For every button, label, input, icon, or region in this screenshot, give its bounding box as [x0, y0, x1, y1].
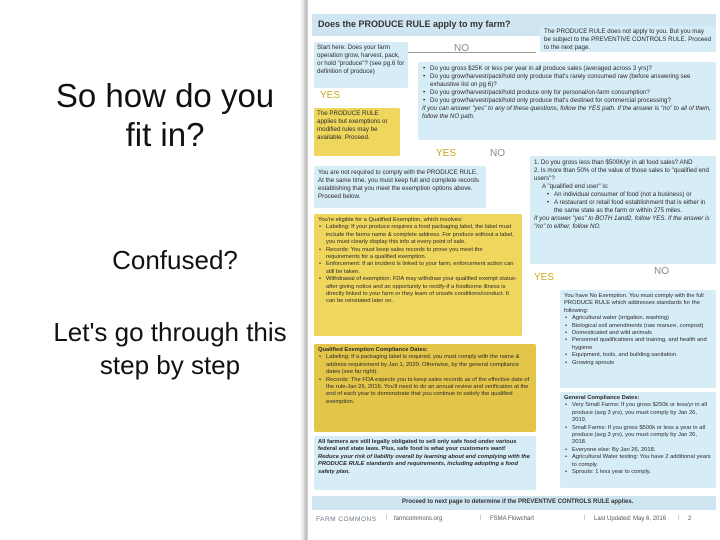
qualified-exemption-item: • Enforcement: If an incident is linked to your farm, enforcement action can still be taken. [318, 261, 518, 276]
question-1-list [422, 65, 712, 105]
flowchart-document [308, 0, 720, 540]
no-exemption-box [560, 290, 716, 388]
no-arrow-line [408, 52, 536, 53]
qualified-exemption-item: • Withdrawal of exemption: FDA may withdraw your qualified exempt status-after giving notice and an opportunity to rectify-if a foodborne illness is directly linked to your farm or they learn of unsafe conditions/conduct. It can be reinstated later on. [318, 276, 518, 306]
question-1-item: • Do you gross $25K or less per year in all produce sales (averaged across 3 yrs)? [422, 65, 712, 73]
no-label-2: NO [490, 148, 505, 159]
qe-compliance-title: Qualified Exemption Compliance Dates: [318, 347, 428, 353]
not-apply-box [540, 26, 716, 52]
rule-applies-text: The PRODUCE RULE applies but exemptions or modified rules may be available. Proceed. [317, 110, 388, 141]
start-box [314, 42, 408, 88]
question-2-note: If you answer "yes" to BOTH 1and2, follow YES. If the answer is "no" to either, follow NO. [534, 215, 710, 230]
no-exemption-intro: You have No Exemption. You must comply with the full PRODUCE RULE which addresses standards for the following: [564, 293, 704, 314]
footer-updated: Last Updated: May 6, 2016 [594, 516, 667, 522]
no-label-1: NO [454, 43, 469, 54]
general-compliance-item: • Small Farms: If you gross $500k or less a year in all produce (avg 3 yrs), you must comply by Jan 26, 2018. [564, 425, 712, 447]
reduce-risk-text: Reduce your risk of liability overall by learning about and complying with the PRODUCE RULE standards and requirements, including adopting a food safety plan. [318, 453, 530, 475]
footer-separator: | [584, 515, 586, 521]
proceed-next-bar [312, 496, 716, 510]
no-exemption-item: • Personnel qualifications and training, and health and hygiene [564, 337, 712, 352]
footer-site: farmcommons.org [394, 516, 443, 522]
qualified-end-user-list [534, 191, 712, 215]
footer-doc-name: FSMA Flowchart [490, 516, 535, 522]
question-2-item-1: 1. Do you gross less than $500K/yr in all food sales? AND [534, 159, 693, 166]
qualified-end-user-item: • A restaurant or retail food establishment that is either in the same state as the farm or within 275 miles. [546, 199, 712, 215]
footer-separator: | [678, 515, 680, 521]
qualified-end-user-intro: A "qualified end user" is: [542, 183, 609, 190]
question-1-item: • Do you grow/harvest/pack/hold produce only for personal/on-farm consumption? [422, 89, 712, 97]
footer-separator: | [386, 515, 388, 521]
not-apply-text: The PRODUCE RULE does not apply to you. But you may be subject to the PREVENTIVE CONTROLS RULE. Proceed to the next page. [544, 28, 712, 51]
question-2-item: Is more than 50% of the value of those sales to "qualified end users"? [534, 167, 709, 182]
qualified-exemption-box [314, 214, 522, 336]
flowchart-title: Does the PRODUCE RULE apply to my farm? [318, 19, 511, 29]
qe-compliance-item: • Records: The FDA expects you to keep sales records as of the effective date of the rule-Jan 26, 2016. You'll need to do an annual review and verification at the end of each year to demonstrate that you continue to satisfy the qualified exemption. [318, 377, 532, 407]
qualified-exemption-intro: You're eligible for a Qualified Exemption, which involves: [318, 217, 463, 223]
yes-label-2: YES [436, 148, 457, 159]
footer-page-number: 2 [688, 516, 692, 522]
general-compliance-dates-box [560, 392, 716, 488]
yes-label-3: YES [534, 272, 555, 283]
general-compliance-item: • Agricultural Water testing: You have 2 additional years to comply. [564, 454, 712, 469]
question-2-item-2: 2. Is more than 50% of the value of those sales to "qualified end users"? [534, 167, 709, 182]
no-label-3: NO [654, 266, 669, 277]
start-text: Start here: Does your farm operation grow, harvest, pack, or hold "produce"? (see pg.6 for definition of produce) [317, 44, 405, 75]
qe-compliance-item: • Labeling: If a packaging label is required, you must comply with the name & address requirement by Jan 1, 2020. Otherwise, by the general compliance dates (see far right). [318, 354, 532, 376]
slide-heading: So how do you fit in? [55, 77, 275, 153]
not-required-box [314, 166, 486, 208]
no-exemption-list [564, 315, 712, 367]
no-exemption-item: • Equipment, tools, and building sanitation. [564, 352, 712, 359]
yes-label-1: YES [320, 90, 341, 101]
safe-food-text: All farmers are still legally obligated to sell only safe food under various federal and state laws. Plus, safe food is what your customers want! [318, 439, 517, 453]
question-2-item: Do you gross less than $500K/yr in all food sales? AND [540, 159, 693, 166]
document-footer [312, 514, 716, 528]
no-exemption-item: • Growing sprouts [564, 360, 712, 367]
not-required-text: You are not required to comply with the PRODUCE RULE. At the same time, you must keep full and complete records establishing that you meet the exemption options above. Proceed below. [318, 169, 479, 200]
no-exemption-item: • Agricultural water (irrigation, washing) [564, 315, 712, 322]
general-compliance-list [564, 402, 712, 476]
confused-text: Confused? [112, 245, 238, 275]
qualified-exemption-list [318, 224, 518, 305]
rule-applies-box [314, 108, 400, 156]
step-by-step-text: Let's go through this step by step [53, 317, 287, 380]
qualified-end-user-item: • An individual consumer of food (not a business) or [546, 191, 712, 199]
safe-food-box [314, 436, 536, 490]
general-compliance-title: General Compliance Dates: [564, 395, 640, 401]
qe-compliance-list [318, 354, 532, 406]
general-compliance-item: • Very Small Farms: If you gross $250k or less/yr in all produce (avg 3 yrs), you must comply by Jan 26, 2019. [564, 402, 712, 424]
no-exemption-item: • Biological soil amendments (raw manure, compost) [564, 323, 712, 330]
general-compliance-item: • Sprouts: 1 less year to comply. [564, 469, 712, 476]
org-logo: FARM COMMONS [316, 516, 377, 523]
qualified-exemption-item: • Records: You must keep sales records to prove you meet the requirements for a qualified exemption. [318, 247, 518, 262]
question-1-item: • Do you grow/harvest/pack/hold only produce that's rarely consumed raw (before answering see exhaustive list on pg 6)? [422, 73, 712, 89]
footer-separator: | [480, 515, 482, 521]
no-exemption-item: • Domesticated and wild animals [564, 330, 712, 337]
question-1-note: If you can answer "yes" to any of these questions, follow the YES path. If the answer is "no" to all of them, follow the NO path. [422, 105, 711, 120]
question-1-item: • Do you grow/harvest/pack/hold only produce that's destined for commercial processing? [422, 97, 712, 105]
proceed-next-text: Proceed to next page to determine if the PREVENTIVE CONTROLS RULE applies. [402, 499, 634, 505]
qualified-exemption-item: • Labeling: If your produce requires a food packaging label, the label must include the farms name & complete address. For produce without a label, you must clearly display this info at every point of sale. [318, 224, 518, 246]
question-2-box [530, 156, 716, 264]
qe-compliance-dates-box [314, 344, 536, 432]
general-compliance-item: • Everyone else: By Jan 26, 2018. [564, 447, 712, 454]
question-1-box [418, 62, 716, 140]
